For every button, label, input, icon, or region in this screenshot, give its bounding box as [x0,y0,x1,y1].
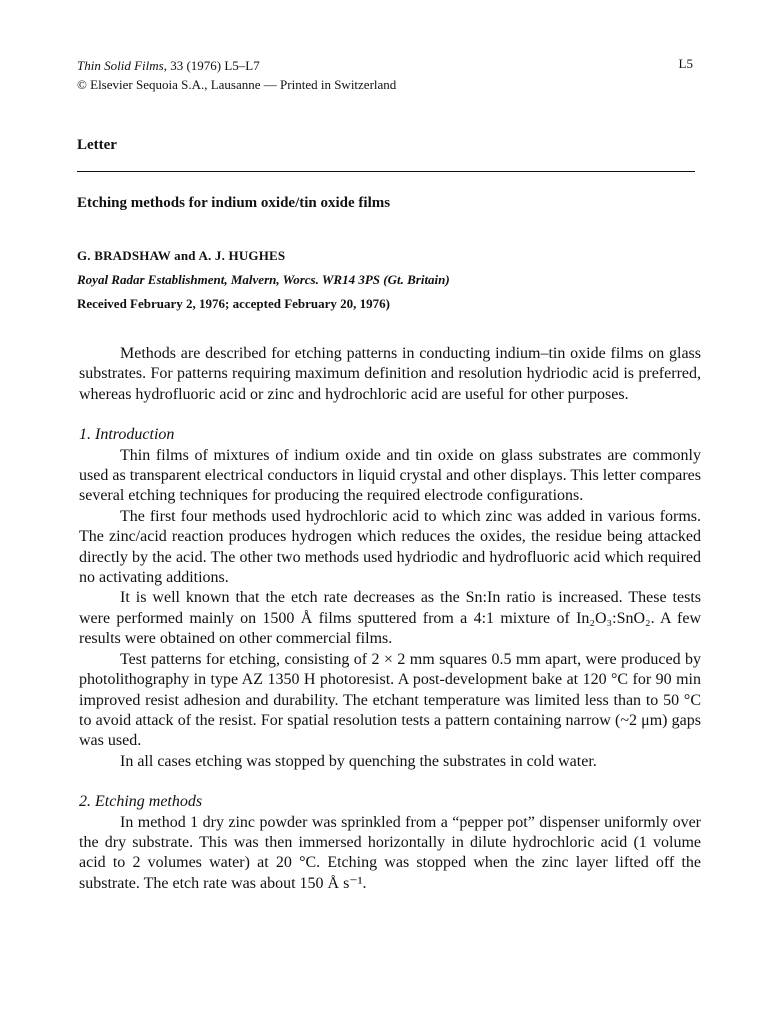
journal-name: Thin Solid Films [77,58,164,73]
page-number: L5 [678,56,693,71]
paragraph: The first four methods used hydrochloric acid to which zinc was added in various forms. The zinc/acid reaction produces hydrogen which reduces the oxides, the residue being attacked directly by the acid. The other two methods used hydriodic and hydrofluoric acid which required no activating additions. [79,507,701,587]
author-list: G. BRADSHAW and A. J. HUGHES [77,248,286,263]
copyright-line: © Elsevier Sequoia S.A., Lausanne — Printed in Switzerland [77,77,397,92]
journal-citation [77,56,396,75]
paragraph: Thin films of mixtures of indium oxide and tin oxide on glass substrates are commonly used as transparent electrical conductors in liquid crystal and other displays. This letter compares several etching techniques for producing the required electrode configurations. [79,446,701,505]
author-affiliation: Royal Radar Establishment, Malvern, Worcs. WR14 3PS (Gt. Britain) [77,272,450,287]
abstract: Methods are described for etching patterns in conducting indium–tin oxide films on glass substrates. For patterns requiring maximum definition and resolution hydriodic acid is preferred, whereas hydrofluoric acid or zinc and hydrochloric acid are useful for other purposes. [79,345,701,403]
section-heading: 1. Introduction [79,426,175,444]
article-body [79,344,701,894]
paragraph: In all cases etching was stopped by quenching the substrates in cold water. [120,752,597,770]
section-heading: 2. Etching methods [79,793,203,811]
citation-details: , 33 (1976) L5–L7 [163,58,260,73]
header-divider [77,171,695,172]
section-gap [79,772,701,792]
paragraph: In method 1 dry zinc powder was sprinkled from a “pepper pot” dispenser uniformly over the dry substrate. This was then immersed horizontally in dilute hydrochloric acid (1 volume acid to 2 volumes water) at 20 °C. Etching was stopped when the zinc layer lifted off the substrate. The etch rate was about 150 Å s⁻¹. [79,813,701,892]
article-title: Etching methods for indium oxide/tin oxide films [77,195,391,211]
paragraph: Test patterns for etching, consisting of 2 × 2 mm squares 0.5 mm apart, were produced by photolithography in type AZ 1350 H photoresist. A post-development bake at 120 °C for 90 min improved resist adhesion and durability. The etchant temperature was limited less than to 50 °C to avoid attack of the resist. For spatial resolution tests a pattern containing narrow (~2 μm) gaps was used. [79,650,701,750]
received-dates: Received February 2, 1976; accepted February 20, 1976) [77,296,391,311]
paragraph: It is well known that the etch rate decreases as the Sn:In ratio is increased. These tests were performed mainly on 1500 Å films sputtered from a 4:1 mixture of In₂O₃:SnO₂. A few results were obtained on other commercial films. [79,589,701,648]
journal-header [77,56,396,94]
article-type-label: Letter [77,137,117,153]
